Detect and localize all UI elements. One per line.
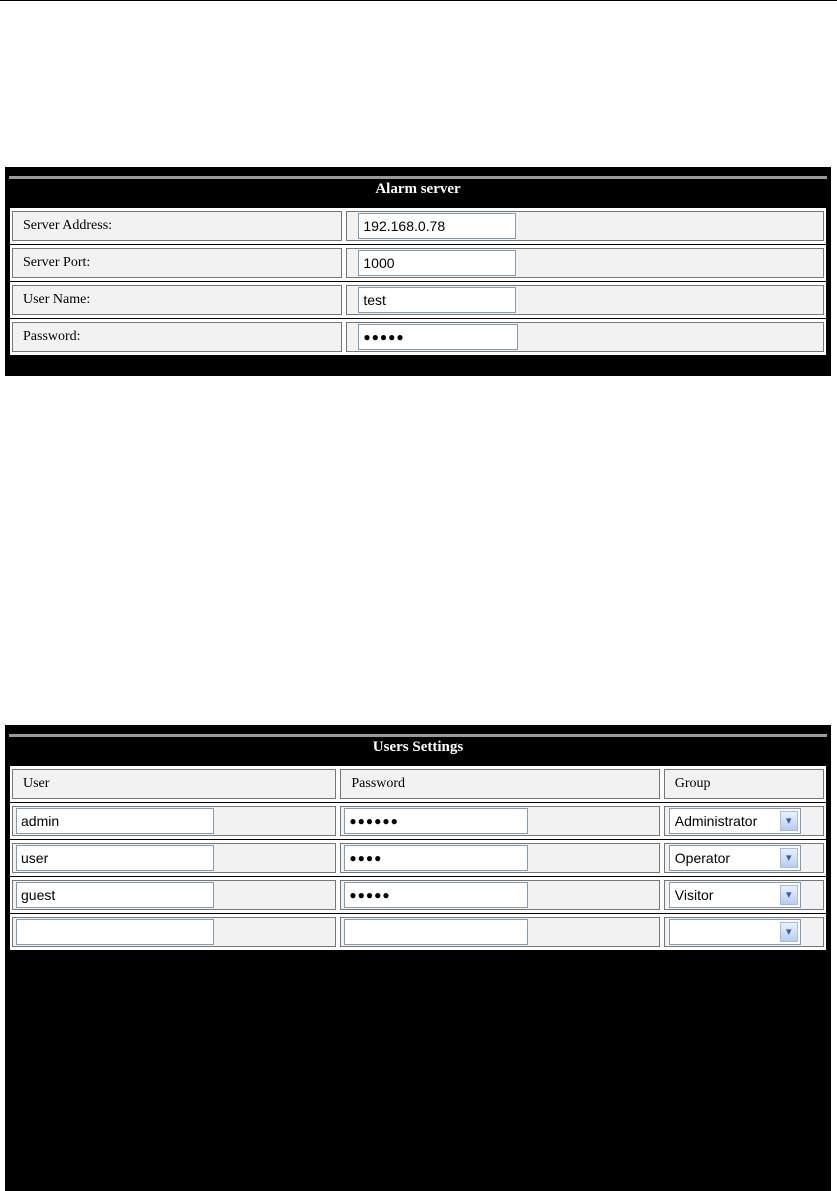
user-password-input[interactable]: ●●●●●●	[344, 808, 528, 834]
server-address-input[interactable]: 192.168.0.78	[358, 213, 516, 239]
user-password-input[interactable]: ●●●●	[344, 845, 528, 871]
user-password-cell	[340, 843, 659, 873]
user-cell	[12, 843, 336, 873]
user-input-empty[interactable]	[16, 919, 214, 945]
user-password-input-empty[interactable]	[344, 919, 528, 945]
group-select-value: Administrator	[674, 813, 758, 829]
alarm-server-title: Alarm server	[5, 167, 831, 207]
user-password-cell	[340, 917, 659, 947]
users-settings-title: Users Settings	[5, 725, 831, 765]
user-group-cell	[664, 843, 824, 873]
alarm-row-server-address	[10, 207, 826, 244]
user-row	[10, 839, 826, 876]
column-header-password: Password	[340, 769, 659, 799]
user-password-cell	[340, 806, 659, 836]
user-group-cell	[664, 917, 824, 947]
user-row	[10, 802, 826, 839]
password-cell	[346, 322, 824, 352]
user-password-input[interactable]: ●●●●●	[344, 882, 528, 908]
alarm-row-server-port	[10, 244, 826, 281]
server-port-label: Server Port:	[12, 248, 342, 278]
column-header-user: User	[12, 769, 336, 799]
user-group-cell	[664, 806, 824, 836]
group-select[interactable]	[669, 845, 801, 871]
user-input[interactable]: admin	[16, 808, 214, 834]
alarm-row-password	[10, 318, 826, 355]
user-cell	[12, 917, 336, 947]
chevron-down-icon[interactable]: ▾	[780, 922, 798, 942]
group-select-value: Visitor	[674, 887, 714, 903]
users-header-row	[10, 765, 826, 802]
chevron-down-icon[interactable]: ▾	[780, 848, 798, 868]
user-cell	[12, 880, 336, 910]
server-port-input[interactable]: 1000	[358, 250, 516, 276]
chevron-down-icon[interactable]: ▾	[780, 811, 798, 831]
group-select-empty[interactable]	[669, 919, 801, 945]
group-select[interactable]	[669, 882, 801, 908]
user-name-label: User Name:	[12, 285, 342, 315]
alarm-row-user-name	[10, 281, 826, 318]
password-input[interactable]: ●●●●●	[358, 324, 518, 350]
user-group-cell	[664, 880, 824, 910]
page-top-rule	[0, 0, 837, 1]
password-label: Password:	[12, 322, 342, 352]
user-password-cell	[340, 880, 659, 910]
group-select-value: Operator	[674, 850, 731, 866]
column-header-group: Group	[664, 769, 824, 799]
user-cell	[12, 806, 336, 836]
user-name-input[interactable]: test	[358, 287, 516, 313]
group-select[interactable]	[669, 808, 801, 834]
user-row-empty	[10, 913, 826, 950]
chevron-down-icon[interactable]: ▾	[780, 885, 798, 905]
alarm-server-panel	[5, 167, 831, 376]
user-name-cell	[346, 285, 824, 315]
server-port-cell	[346, 248, 824, 278]
user-row	[10, 876, 826, 913]
server-address-label: Server Address:	[12, 211, 342, 241]
user-input[interactable]: guest	[16, 882, 214, 908]
users-settings-panel	[5, 725, 831, 1191]
server-address-cell	[346, 211, 824, 241]
user-input[interactable]: user	[16, 845, 214, 871]
